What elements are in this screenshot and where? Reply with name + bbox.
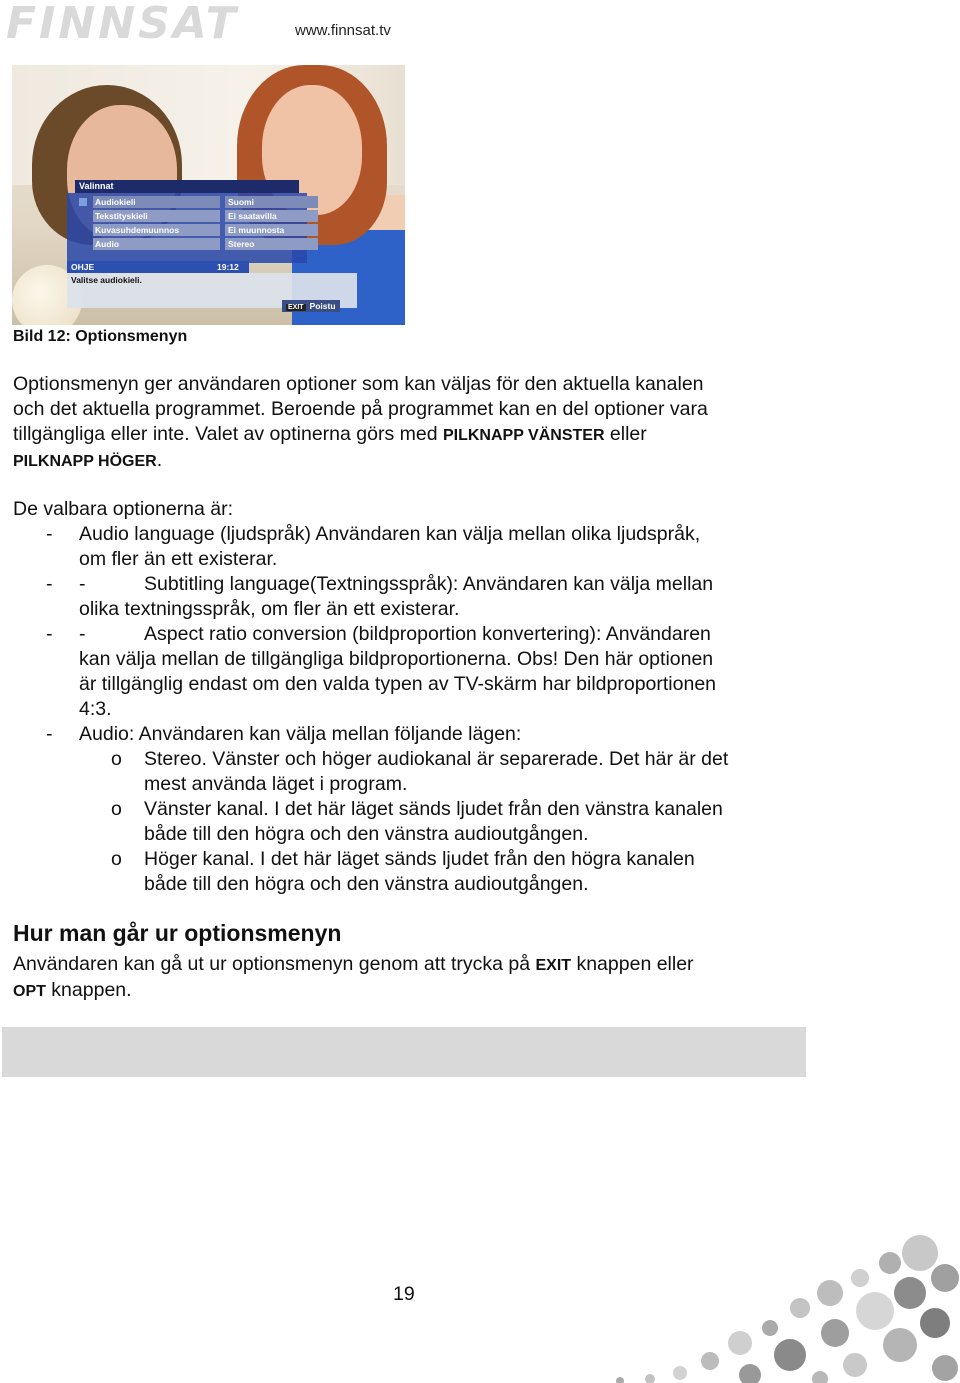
osd-exit-hint [282, 300, 340, 312]
list-dash: - [46, 573, 53, 595]
figure-caption: Bild 12: Optionsmenyn [13, 328, 188, 345]
exit-section-heading: Hur man går ur optionsmenyn [13, 920, 342, 946]
osd-row-key: Audiokieli [93, 196, 220, 208]
sublist-item-text: både till den högra och den vänstra audioutgången. [144, 873, 589, 895]
osd-exit-label: Poistu [309, 301, 336, 311]
finnsat-logo: FINNSAT [6, 0, 239, 49]
osd-row-key: Tekstityskieli [93, 210, 220, 222]
exit-line [13, 952, 813, 978]
list-item-text: Aspect ratio conversion (bildproportion konvertering): Användaren [144, 623, 711, 645]
osd-row-key: Kuvasuhdemuunnos [93, 224, 220, 236]
intro-line: Optionsmenyn ger användaren optioner som kan väljas för den aktuella kanalen [13, 373, 704, 395]
exit-key-icon: EXIT [288, 304, 304, 311]
sublist-item-text: Stereo. Vänster och höger audiokanal är separerade. Det här är det [144, 748, 729, 770]
key-name: PILKNAPP HÖGER [13, 453, 157, 470]
osd-row [75, 210, 305, 223]
decorative-dots-graphic [590, 1233, 960, 1383]
intro-text: tillgängliga eller inte. Valet av optinerna görs med [13, 423, 443, 445]
exit-line [13, 978, 813, 1004]
sublist-item-text: både till den högra och den vänstra audioutgången. [144, 823, 589, 845]
list-item-text: kan välja mellan de tillgängliga bildproportionerna. Obs! Den här optionen [79, 648, 714, 670]
osd-row [75, 238, 305, 251]
osd-clock: 19:12 [217, 262, 239, 272]
list-item-text: Subtitling language(Textningsspråk): Användaren kan välja mellan [144, 573, 714, 595]
list-item-text: Audio language (ljudspråk) Användaren kan välja mellan olika ljudspråk, [79, 523, 701, 545]
sublist-item-text: Vänster kanal. I det här läget sänds ljudet från den vänstra kanalen [144, 798, 723, 820]
osd-row-value: Stereo [225, 238, 318, 250]
list-item-text: är tillgänglig endast om den valda typen av TV-skärm har bildproportionen [79, 673, 717, 695]
sublist-bullet: o [111, 848, 122, 870]
osd-row-value: Suomi [225, 196, 318, 208]
key-name: PILKNAPP VÄNSTER [442, 427, 605, 444]
list-dash: - [46, 723, 53, 745]
exit-text: knappen eller [571, 953, 694, 975]
header-url: www.finnsat.tv [295, 22, 391, 39]
options-heading: De valbara optionerna är: [13, 498, 234, 520]
list-dash: - [79, 623, 86, 645]
list-dash: - [46, 623, 53, 645]
osd-row-value: Ei saatavilla [225, 210, 318, 222]
osd-row [75, 196, 305, 209]
intro-text: eller [604, 423, 647, 445]
list-item-text: om fler än ett existerar. [79, 548, 278, 570]
sublist-item-text: mest använda läget i program. [144, 773, 408, 795]
osd-row-value: Ei muunnosta [225, 224, 318, 236]
list-item-text: 4:3. [79, 698, 112, 720]
osd-title: Valinnat [75, 180, 299, 193]
list-item-text: Audio: Användaren kan välja mellan följande lägen: [79, 723, 522, 745]
osd-marker-icon [79, 198, 87, 206]
sublist-bullet: o [111, 798, 122, 820]
page-number: 19 [393, 1283, 415, 1305]
gray-footer-bar [2, 1027, 806, 1077]
exit-text: knappen. [45, 979, 132, 1001]
osd-row [75, 224, 305, 237]
list-dash: - [79, 573, 86, 595]
intro-line [13, 448, 813, 474]
exit-text: Användaren kan gå ut ur optionsmenyn genom att trycka på [13, 953, 536, 975]
intro-line: och det aktuella programmet. Beroende på programmet kan en del optioner vara [13, 398, 708, 420]
osd-info-text: Valitse audiokieli. [67, 273, 357, 308]
sublist-item-text: Höger kanal. I det här läget sänds ljudet från den högra kanalen [144, 848, 695, 870]
osd-help-label: OHJE [67, 261, 249, 273]
intro-text: . [156, 449, 163, 471]
tv-options-overlay [67, 180, 367, 315]
options-menu-screenshot [12, 65, 405, 325]
osd-row-key: Audio [93, 238, 220, 250]
key-name: OPT [13, 983, 46, 1000]
key-name: EXIT [535, 957, 572, 974]
intro-line [13, 422, 813, 448]
list-dash: - [46, 523, 53, 545]
exit-paragraph [13, 952, 813, 1004]
sublist-bullet: o [111, 748, 122, 770]
intro-paragraph [13, 372, 813, 474]
list-item-text: olika textningsspråk, om fler än ett existerar. [79, 598, 460, 620]
